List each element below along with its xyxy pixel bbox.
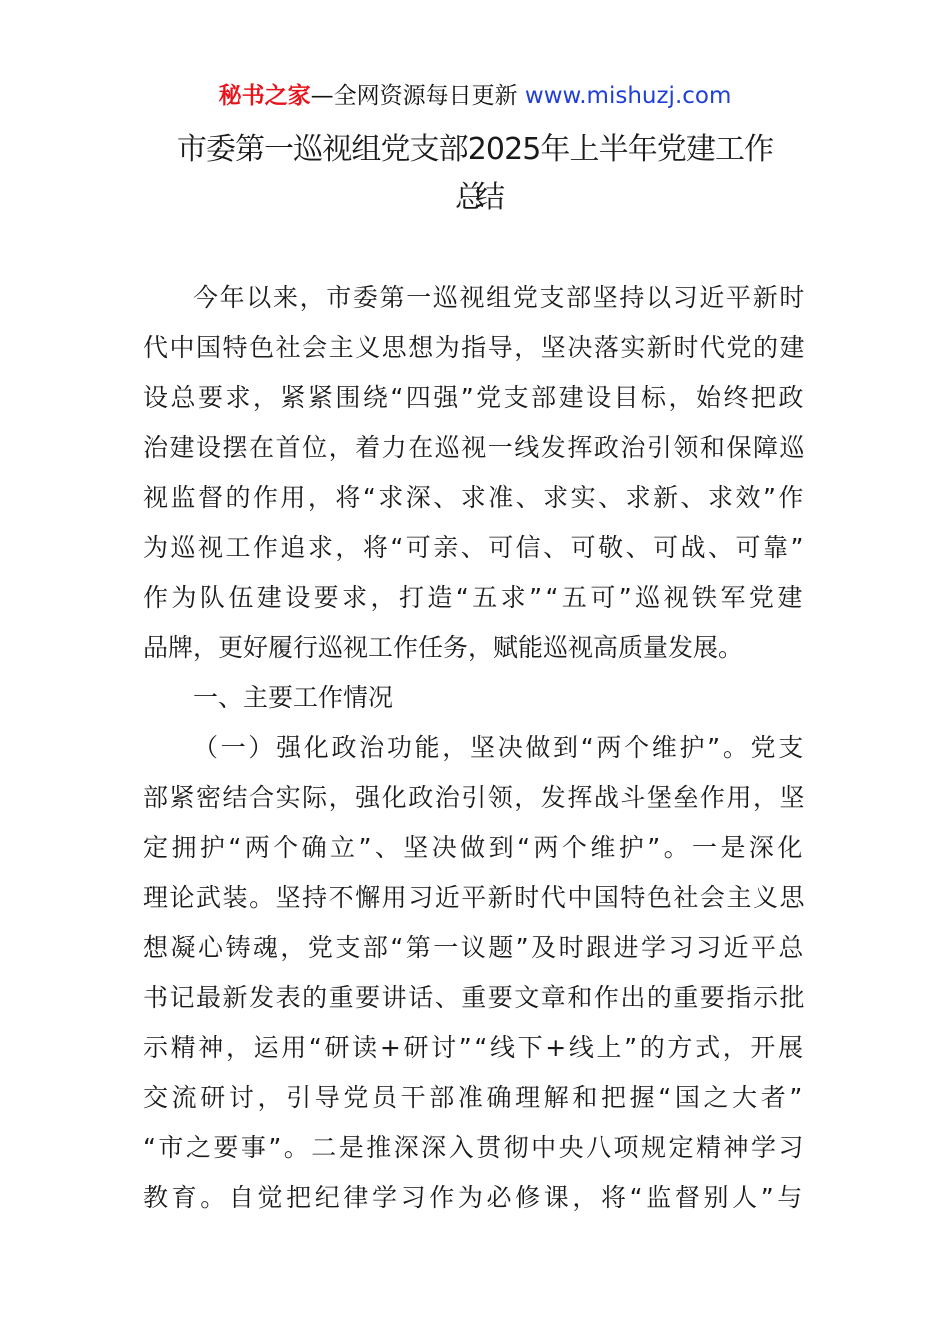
body-line: 定拥护“两个确立”、坚决做到“两个维护”。一是深化 — [143, 833, 806, 862]
body-line: 代中国特色社会主义思想为指导，坚决落实新时代党的建 — [143, 333, 807, 362]
body-line: “市之要事”。二是推深深入贯彻中央八项规定精神学习 — [143, 1133, 806, 1162]
body-line: 交流研讨，引导党员干部准确理解和把握“国之大者” — [143, 1083, 806, 1112]
body-line: 为巡视工作追求，将“可亲、可信、可敬、可战、可靠” — [143, 533, 806, 562]
body-line: 书记最新发表的重要讲话、重要文章和作出的重要指示批 — [143, 983, 807, 1012]
body-line: 教育。自觉把纪律学习作为必修课，将“监督别人”与 — [143, 1183, 806, 1212]
body-line: 想凝心铸魂，党支部“第一议题”及时跟进学习习近平总 — [143, 933, 806, 962]
site-watermark-header — [0, 80, 950, 112]
body-line: 治建设摆在首位，着力在巡视一线发挥政治引领和保障巡 — [143, 433, 807, 462]
body-line: 示精神，运用“研读+研讨”“线下+线上”的方式，开展 — [143, 1033, 806, 1062]
body-line: 视监督的作用，将“求深、求准、求实、求新、求效”作 — [143, 483, 806, 512]
section-heading: 一、主要工作情况 — [193, 683, 394, 712]
watermark-brand: 秘书之家 — [218, 83, 311, 109]
body-line: 部紧密结合实际，强化政治引领，发挥战斗堡垒作用，坚 — [143, 783, 807, 812]
body-line: 今年以来，市委第一巡视组党支部坚持以习近平新时 — [193, 283, 807, 312]
watermark-tagline: —全网资源每日更新 — [310, 83, 525, 109]
document-title-line-2: 总结 — [455, 180, 495, 215]
document-title — [120, 126, 830, 222]
body-line: 理论武装。坚持不懈用习近平新时代中国特色社会主义思 — [143, 883, 807, 912]
document-title-line-1: 市委第一巡视组党支部2025年上半年党建工作 — [176, 132, 774, 167]
body-line: （一）强化政治功能，坚决做到“两个维护”。党支 — [193, 733, 806, 762]
body-line: 品牌，更好履行巡视工作任务，赋能巡视高质量发展。 — [143, 633, 744, 662]
body-line: 设总要求，紧紧围绕“四强”党支部建设目标，始终把政 — [143, 383, 806, 412]
body-line: 作为队伍建设要求，打造“五求”“五可”巡视铁军党建 — [143, 583, 806, 612]
watermark-url: www.mishuzj.com — [524, 83, 732, 109]
